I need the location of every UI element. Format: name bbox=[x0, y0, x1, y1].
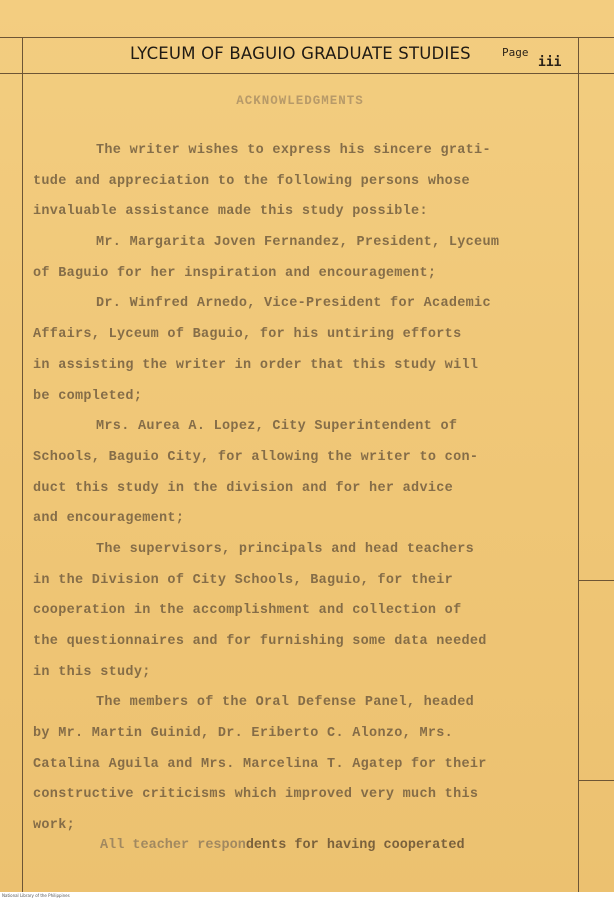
body-line: The writer wishes to express his sincere grati- bbox=[96, 143, 491, 158]
header-top-rule bbox=[0, 37, 614, 38]
body-line: in assisting the writer in order that this study will bbox=[33, 357, 479, 373]
body-line: tude and appreciation to the following persons whose bbox=[33, 173, 470, 189]
body-line: Schools, Baguio City, for allowing the writer to con- bbox=[33, 449, 479, 465]
partial-line-faded: All teacher respon bbox=[100, 838, 246, 853]
body-line: duct this study in the division and for her advice bbox=[33, 480, 454, 496]
page-number: iii bbox=[538, 55, 562, 70]
body-line: of Baguio for her inspiration and encouragement; bbox=[33, 265, 437, 281]
body-line: Mrs. Aurea A. Lopez, City Superintendent of bbox=[96, 419, 458, 435]
acknowledgments-body bbox=[33, 136, 573, 842]
body-line: The members of the Oral Defense Panel, headed bbox=[96, 695, 475, 711]
left-margin-rule bbox=[22, 37, 23, 892]
body-line: work; bbox=[33, 818, 76, 834]
right-margin-rule bbox=[578, 37, 579, 892]
acknowledgments-heading: ACKNOWLEDGMENTS bbox=[236, 94, 364, 108]
body-line: Mr. Margarita Joven Fernandez, President, Lyceum bbox=[96, 235, 500, 251]
body-line: in this study; bbox=[33, 664, 151, 680]
body-line: and encouragement; bbox=[33, 511, 185, 527]
body-line: cooperation in the accomplishment and collection of bbox=[33, 603, 462, 619]
body-line: in the Division of City Schools, Baguio, for their bbox=[33, 572, 454, 588]
right-tab-rule-upper bbox=[578, 580, 614, 581]
body-line: invaluable assistance made this study possible: bbox=[33, 204, 428, 220]
body-line: Catalina Aguila and Mrs. Marcelina T. Agatep for their bbox=[33, 756, 487, 772]
partial-last-line bbox=[100, 838, 465, 853]
page-label: Page bbox=[502, 46, 529, 59]
scan-footer-strip bbox=[0, 892, 614, 900]
body-line: by Mr. Martin Guinid, Dr. Eriberto C. Alonzo, Mrs. bbox=[33, 726, 454, 742]
body-line: Dr. Winfred Arnedo, Vice-President for Academic bbox=[96, 296, 491, 312]
body-line: Affairs, Lyceum of Baguio, for his untiring efforts bbox=[33, 327, 462, 343]
footer-library-text: National Library of the Philippines bbox=[2, 893, 70, 898]
body-line: constructive criticisms which improved very much this bbox=[33, 787, 479, 803]
partial-line-dark: dents for having cooperated bbox=[245, 838, 465, 853]
right-tab-rule-lower bbox=[578, 780, 614, 781]
body-line: be completed; bbox=[33, 388, 143, 404]
header-title: LYCEUM OF BAGUIO GRADUATE STUDIES bbox=[130, 44, 471, 63]
header-bottom-rule bbox=[0, 73, 614, 74]
body-line: The supervisors, principals and head teachers bbox=[96, 541, 475, 557]
body-line: the questionnaires and for furnishing some data needed bbox=[33, 634, 487, 649]
